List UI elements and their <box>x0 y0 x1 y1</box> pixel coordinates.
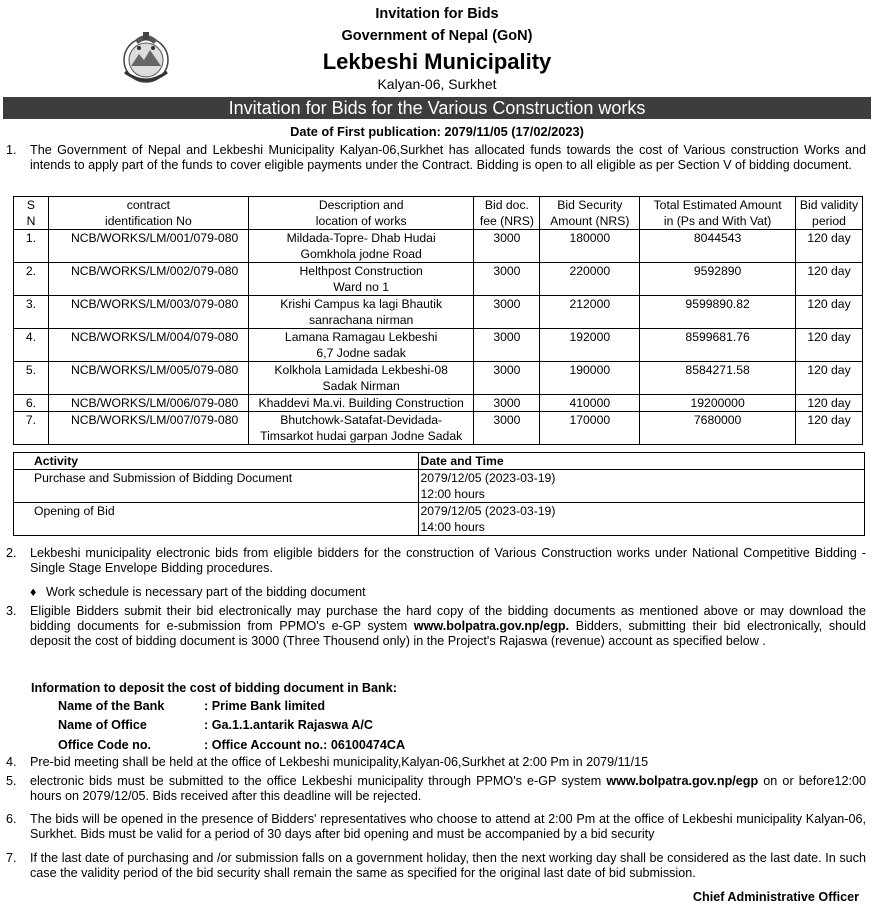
table-cell: Mildada-Topre- Dhab Hudai Gomkhola jodne Road <box>248 230 474 263</box>
para-3-text: Eligible Bidders submit their bid electronically may purchase the hard copy of the bidding documents as mentioned above or may download the bidding documents for e-submission from PPMO's e-GP system www.bolpatra.gov.np/egp. Bidders, submitting their bid electronically, should deposit the cost of bidding document is 3000 (Three Thousend only) in the Project's Rajaswa (revenue) account as specified below . <box>30 604 866 649</box>
table-cell: NCB/WORKS/LM/002/079-080 <box>48 263 248 296</box>
table-cell: Lamana Ramagau Lekbeshi 6,7 Jodne sadak <box>248 329 474 362</box>
table-cell: 2079/12/05 (2023-03-19) 12:00 hours <box>418 470 864 503</box>
government-line: Government of Nepal (GoN) <box>341 28 533 44</box>
column-header: Bid Security Amount (NRS) <box>540 197 640 230</box>
column-header: contract identification No <box>48 197 248 230</box>
table-row <box>14 470 865 503</box>
table-cell: 410000 <box>540 395 640 412</box>
table-cell: 8584271.58 <box>640 362 796 395</box>
table-cell: Purchase and Submission of Bidding Document <box>14 470 419 503</box>
table-cell: 5. <box>14 362 49 395</box>
table-row <box>14 503 865 536</box>
table-cell: 120 day <box>796 230 863 263</box>
table-cell: NCB/WORKS/LM/001/079-080 <box>48 230 248 263</box>
para-2-text: Lekbeshi municipality electronic bids from eligible bidders for the construction of Various Construction works under National Competitive Bidding - Single Stage Envelope Bidding procedures. <box>30 546 866 576</box>
table-cell: 3000 <box>474 395 540 412</box>
bank-row: Name of Office : Ga.1.1.antarik Rajaswa A/C <box>58 718 373 732</box>
column-header: S N <box>14 197 49 230</box>
table-cell: NCB/WORKS/LM/007/079-080 <box>48 412 248 445</box>
table-cell: NCB/WORKS/LM/005/079-080 <box>48 362 248 395</box>
para-5-text: electronic bids must be submitted to the office Lekbeshi municipality through PPMO's e-GP system www.bolpatra.gov.np/egp on or before12:00 hours on 2079/12/05. Bids received after this deadline will be rejected. <box>30 774 866 804</box>
table-cell: 7. <box>14 412 49 445</box>
egp-link[interactable]: www.bolpatra.gov.np/egp <box>606 774 759 788</box>
table-cell: 6. <box>14 395 49 412</box>
table-cell: 9592890 <box>640 263 796 296</box>
table-cell: 220000 <box>540 263 640 296</box>
table-cell: Helthpost Construction Ward no 1 <box>248 263 474 296</box>
egp-link[interactable]: www.bolpatra.gov.np/egp. <box>413 619 570 634</box>
table-cell: 170000 <box>540 412 640 445</box>
table-cell: NCB/WORKS/LM/003/079-080 <box>48 296 248 329</box>
table-cell: 192000 <box>540 329 640 362</box>
bullet-item <box>30 585 366 600</box>
column-header: Description and location of works <box>248 197 474 230</box>
table-cell: 190000 <box>540 362 640 395</box>
column-header: Activity <box>14 453 419 470</box>
table-cell: 120 day <box>796 412 863 445</box>
municipality-address: Kalyan-06, Surkhet <box>377 76 497 92</box>
table-cell: 4. <box>14 329 49 362</box>
table-cell: 8044543 <box>640 230 796 263</box>
nepal-emblem-icon <box>117 28 175 86</box>
table-cell: 3000 <box>474 296 540 329</box>
table-row <box>14 362 863 395</box>
table-cell: 212000 <box>540 296 640 329</box>
table-cell: Bhutchowk-Satafat-Devidada- Timsarkot hudai garpan Jodne Sadak <box>248 412 474 445</box>
table-cell: NCB/WORKS/LM/004/079-080 <box>48 329 248 362</box>
notice-heading: Invitation for Bids <box>375 6 499 22</box>
para-number: 3. <box>6 604 17 618</box>
table-cell: 7680000 <box>640 412 796 445</box>
table-cell: 120 day <box>796 362 863 395</box>
para-number: 1. <box>6 143 17 157</box>
table-row <box>14 263 863 296</box>
para-6-text: The bids will be opened in the presence of Bidders' representatives who choose to attend at 2:00 Pm at the office of Lekbeshi municipality Kalyan-06, Surkhet. Bids must be valid for a period of 30 days after bid opening and must be accompanied by a bid security <box>30 812 866 842</box>
table-cell: 2. <box>14 263 49 296</box>
signature-title: Chief Administrative Officer <box>692 890 859 904</box>
table-cell: Kolkhola Lamidada Lekbeshi-08 Sadak Nirman <box>248 362 474 395</box>
table-cell: 3000 <box>474 362 540 395</box>
table-cell: Khaddevi Ma.vi. Building Construction <box>248 395 474 412</box>
table-cell: 120 day <box>796 296 863 329</box>
para-number: 4. <box>6 755 17 769</box>
para-1-text: The Government of Nepal and Lekbeshi Municipality Kalyan-06,Surkhet has allocated funds towards the cost of Various construction Works and intends to apply part of the funds to cover eligible payments under the Contract. Bidding is open to all eligible as per Section V of bidding document. <box>30 143 866 173</box>
table-row <box>14 329 863 362</box>
bank-row: Name of the Bank : Prime Bank limited <box>58 699 326 713</box>
table-cell: 2079/12/05 (2023-03-19) 14:00 hours <box>418 503 864 536</box>
bank-info-heading: Information to deposit the cost of bidding document in Bank: <box>31 681 397 695</box>
table-cell: 9599890.82 <box>640 296 796 329</box>
table-cell: 3000 <box>474 263 540 296</box>
diamond-bullet-icon: ♦ <box>30 585 37 599</box>
bullet-text: Work schedule is necessary part of the bidding document <box>45 585 366 599</box>
table-row <box>14 296 863 329</box>
para-number: 2. <box>6 546 17 560</box>
municipality-title: Lekbeshi Municipality <box>322 49 552 74</box>
column-header: Bid validity period <box>796 197 863 230</box>
section-banner: Invitation for Bids for the Various Construction works <box>3 97 871 119</box>
para-7-text: If the last date of purchasing and /or submission falls on a government holiday, then the next working day shall be considered as the last date. In such case the validity period of the bid security shall remain the same as specified for the original last date of bid submission. <box>30 851 866 881</box>
table-cell: 180000 <box>540 230 640 263</box>
column-header: Total Estimated Amount in (Ps and With Vat) <box>640 197 796 230</box>
para-number: 7. <box>6 851 17 865</box>
table-cell: 1. <box>14 230 49 263</box>
table-cell: 120 day <box>796 395 863 412</box>
table-row <box>14 395 863 412</box>
table-cell: Opening of Bid <box>14 503 419 536</box>
para-4-text: Pre-bid meeting shall be held at the office of Lekbeshi municipality,Kalyan-06,Surkhet at 2:00 Pm in 2079/11/15 <box>30 755 649 769</box>
table-cell: 3000 <box>474 329 540 362</box>
para-number: 6. <box>6 812 17 826</box>
activity-table <box>13 452 865 536</box>
bids-table <box>13 196 863 445</box>
table-cell: 120 day <box>796 329 863 362</box>
para-number: 5. <box>6 774 17 788</box>
table-cell: NCB/WORKS/LM/006/079-080 <box>48 395 248 412</box>
column-header: Date and Time <box>418 453 864 470</box>
table-row <box>14 412 863 445</box>
bank-row: Office Code no. : Office Account no.: 06100474CA <box>58 738 406 752</box>
publication-date: Date of First publication: 2079/11/05 (17/02/2023) <box>290 124 584 139</box>
table-cell: 3. <box>14 296 49 329</box>
table-cell: 3000 <box>474 230 540 263</box>
table-cell: Krishi Campus ka lagi Bhautik sanrachana nirman <box>248 296 474 329</box>
table-cell: 8599681.76 <box>640 329 796 362</box>
column-header: Bid doc. fee (NRS) <box>474 197 540 230</box>
table-cell: 3000 <box>474 412 540 445</box>
table-row <box>14 230 863 263</box>
table-cell: 120 day <box>796 263 863 296</box>
table-cell: 19200000 <box>640 395 796 412</box>
